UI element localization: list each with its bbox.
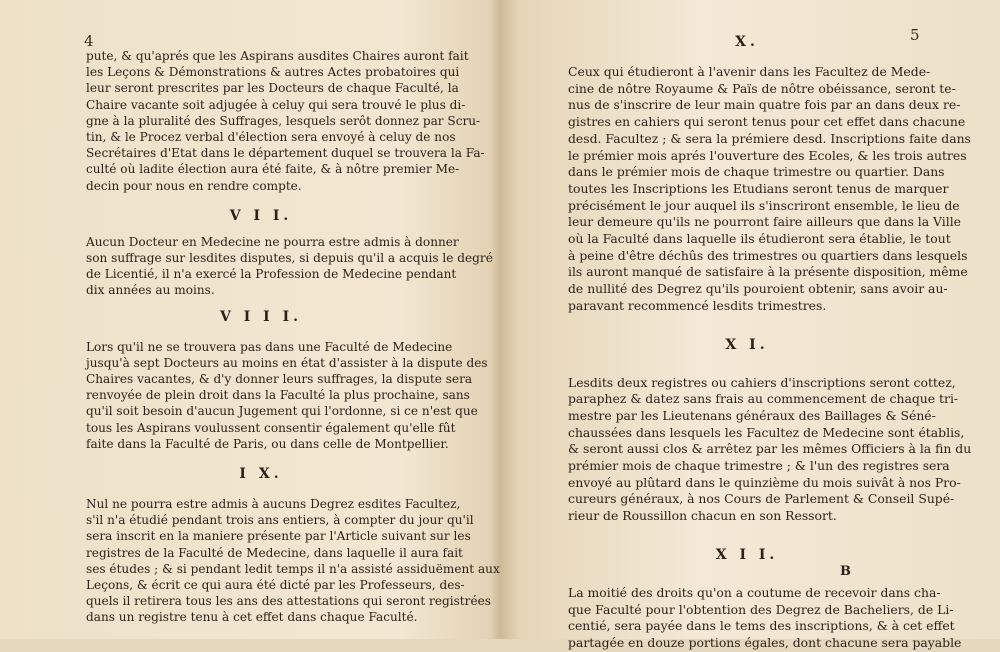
page-number: 4 [84,32,94,50]
right-column [568,34,972,652]
text-line: leur seront prescrites par les Docteurs de chaque Faculté, la [86,81,459,96]
article-heading: I X. [239,466,283,483]
article-body [568,64,971,315]
text-line: Lesdits deux registres ou cahiers d'inscriptions seront cottez, [568,374,956,390]
text-line: à peine d'être déchûs des trimestres ou quartiers dans lesquels [568,247,968,263]
text-line: registres de la Faculté de Medecine, dans laquelle il aura fait [86,545,463,560]
text-line: partagée en douze portions égales, dont chacune sera payable [568,634,962,650]
text-line: decin pour nous en rendre compte. [86,178,302,193]
article-body [86,496,500,626]
text-line: centié, sera payée dans le tems des inscriptions, & à cet effet [568,618,955,634]
text-line: que Faculté pour l'obtention des Degrez de Bacheliers, de Li- [568,601,954,617]
right-page [500,0,1000,650]
text-line: s'il n'a étudié pendant trois ans entiers, à compter du jour qu'il [86,513,474,528]
text-line: toutes les Inscriptions les Etudians seront tenus de marquer [568,180,949,196]
text-line: tous les Aspirans voulussent consentir également qu'elle fût [86,420,456,435]
text-line: dans un registre tenu à cet effet dans chaque Faculté. [86,610,418,625]
article-continuation [86,48,485,194]
text-line: La moitié des droits qu'on a coutume de recevoir dans cha- [568,584,941,600]
text-line: desd. Facultez ; & sera la prémiere desd. Inscriptions faite dans [568,130,971,146]
text-line: paravant recommencé lesdits trimestres. [568,297,827,313]
text-line: Chaire vacante soit adjugée à celuy qui sera trouvé le plus di- [86,97,466,112]
text-line: prémier mois de chaque trimestre ; & l'un des registres sera [568,458,950,474]
text-line: où la Faculté dans laquelle ils étudieront sera établie, le tout [568,231,951,247]
article-body [568,374,972,525]
article-heading: X I. [725,336,769,353]
text-line: quels il retirera tous les ans des attestations qui seront registrées [86,594,491,609]
text-line: paraphez & datez sans frais au commencement de chaque tri- [568,391,959,407]
text-line: mestre par les Lieutenans généraux des Baillages & Séné- [568,407,936,423]
text-line: leur demeure qu'ils ne pourront faire ailleurs que dans la Ville [568,214,961,230]
text-line: dans le prémier mois de chaque trimestre ou quartier. Dans [568,164,945,180]
article-body [568,584,962,652]
signature-mark: B [840,564,851,579]
left-column [86,48,500,626]
text-line: le prémier mois aprés l'ouverture des Ecoles, & les trois autres [568,147,967,163]
article-heading: X. [735,34,759,50]
text-line: rieur de Roussillon chacun en son Ressort. [568,508,837,524]
text-line: qu'il soit besoin d'aucun Jugement qui l'ordonne, si ce n'est que [86,404,478,419]
text-line: Leçons, & écrit ce qui aura été dicté par les Professeurs, des- [86,578,465,593]
text-line: ses études ; & si pendant ledit temps il n'a assisté assiduëment aux [86,561,500,576]
text-line: sera inscrit en la maniere présente par l'Article suivant sur les [86,529,471,544]
text-line: les Leçons & Démonstrations & autres Actes probatoires qui [86,65,460,80]
text-line: cureurs généraux, à nos Cours de Parlement & Conseil Supé- [568,491,955,507]
article-heading: X I I. [715,546,779,563]
article-heading: V I I. [229,207,293,224]
text-line: gne à la pluralité des Suffrages, lesquels serôt donnez par Scru- [86,113,481,128]
text-line: & seront aussi clos & arrêtez par les mêmes Officiers à la fin du [568,441,972,457]
text-line: dix années au moins. [86,283,215,298]
text-line: de nullité des Degrez qu'ils pouroient obtenir, sans avoir au- [568,281,948,297]
article-heading: V I I I. [219,308,302,325]
text-line: Secrétaires d'Etat dans le département duquel se trouvera la Fa- [86,146,485,161]
text-line: envoyé au plûtard dans le quinzième du mois suivât à nos Pro- [568,474,961,490]
text-line: nus de s'inscrire de leur main quatre fois par an dans deux re- [568,97,961,113]
text-line: gistres en cahiers qui seront tenus pour cet effet dans chacune [568,114,966,130]
text-line: Nul ne pourra estre admis à aucuns Degrez esdites Facultez, [86,497,461,512]
left-page [0,0,500,639]
article-body [86,339,488,452]
text-line: renvoyée de plein droit dans la Faculté la plus prochaine, sans [86,388,470,403]
text-line: tin, & le Procez verbal d'élection sera envoyé à celuy de nos [86,130,456,145]
page-number: 5 [910,26,920,44]
text-line: chaussées dans lesquels les Facultez de Medecine sont établis, [568,424,965,440]
text-line: cine de nôtre Royaume & Païs de nôtre obéissance, seront te- [568,80,956,96]
text-line: de Licentié, il n'a exercé la Profession de Medecine pendant [86,267,457,282]
text-line: Aucun Docteur en Medecine ne pourra estre admis à donner [86,234,459,249]
text-line: Chaires vacantes, & d'y donner leurs suffrages, la dispute sera [86,372,473,387]
text-line: faite dans la Faculté de Paris, ou dans celle de Montpellier. [86,436,449,451]
text-line: son suffrage sur lesdites disputes, si depuis qu'il a acquis le degré [86,251,493,266]
text-line: Ceux qui étudieront à l'avenir dans les Facultez de Mede- [568,64,931,79]
text-line: précisément le jour auquel ils s'inscriront ensemble, le lieu de [568,197,960,213]
text-line: jusqu'à sept Docteurs au moins en état d'assister à la dispute des [86,355,488,370]
text-line: Lors qu'il ne se trouvera pas dans une Faculté de Medecine [86,339,453,354]
text-line: pute, & qu'aprés que les Aspirans ausdites Chaires auront fait [86,49,469,63]
text-line: ils auront manqué de satisfaire à la présente disposition, même [568,264,968,280]
text-line: culté où ladite élection aura été faite, & à nôtre premier Me- [86,162,460,177]
article-body [86,234,493,299]
